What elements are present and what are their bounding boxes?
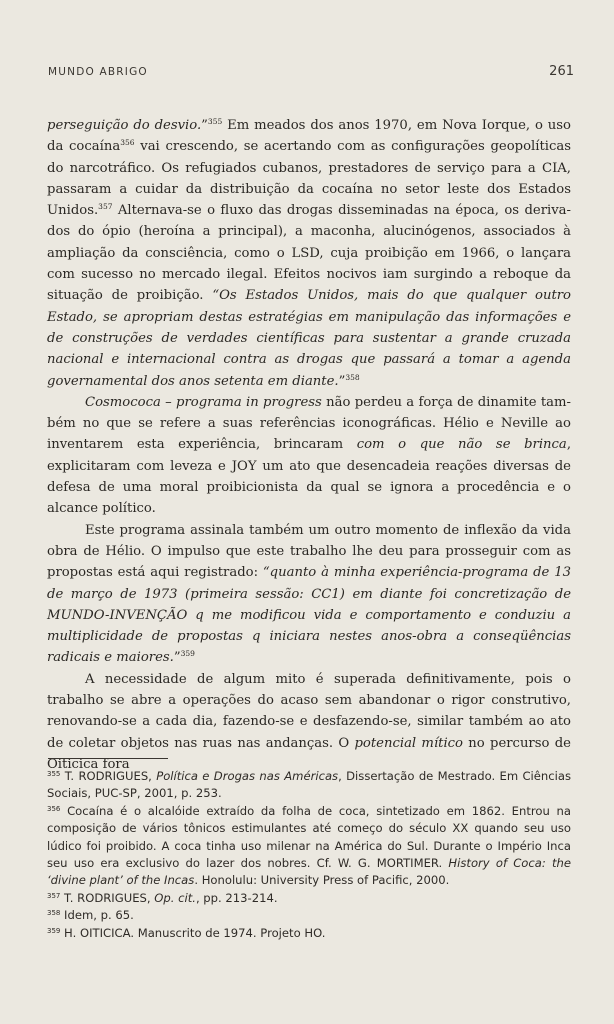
text-run: Este programa assinala também um outro momento de inflexão da vida obra de Hélio. O impulso que este trabalho lhe deu para prosseguir com as propostas está aqui registrado:	[47, 522, 571, 581]
footnote-text: Cocaína é o alcalóide extraído da folha de coca, sintetizado em 1862. Entrou na composição de vários tônicos estimulantes até começo do século XX quando seu uso lúdico foi proibido. A coca tinha uso milenar na América do Sul. Durante o Império Inca seu uso era exclusivo do lazer dos nobres. Cf. W. G. MORTIMER.	[47, 803, 571, 871]
italic-phrase: potencial mítico	[354, 735, 463, 751]
text-run: , explicitaram com leveza e JOY um ato que desencadeia reações diversas de defesa de uma moral proibicionista da qual se ignora a procedência e o alcance político.	[47, 437, 572, 517]
body-text	[47, 115, 571, 775]
footnote-ref: 356	[120, 138, 135, 148]
page-number: 261	[549, 64, 574, 79]
footnote-ref: 358	[345, 372, 360, 382]
paragraph	[47, 115, 571, 392]
running-head: MUNDO ABRIGO	[48, 66, 148, 78]
footnote-text: Idem, p. 65.	[60, 908, 134, 923]
text-run: ”	[338, 373, 346, 389]
footnote-number: 356	[47, 804, 61, 813]
footnote-text: T. RODRIGUES,	[60, 890, 155, 905]
paragraph	[47, 520, 571, 669]
italic-quote: “Os Estados Unidos, mais do que qualquer outro Estado, se apropriam destas estratégias em manipulação das informações e de construções de verdades científicas para sustentar a grande cruzada nacional e internacional contra as drogas que passará a tomar a agenda governamental dos anos setenta em diante.	[47, 288, 571, 389]
text-run: no percurso de Oiticica fora	[47, 735, 571, 772]
page-header	[48, 64, 574, 79]
footnote	[47, 768, 571, 803]
text-run: A necessidade de algum mito é superada definitivamente, pois o trabalho se abre a operações do acaso sem abandonar o rigor construtivo, renovando-se a cada dia, fazendo-se e desfazendo-se, similar também ao ato de coletar objetos nas ruas nas andanças. O	[47, 671, 571, 751]
text-run: vai crescendo, se acertando com as configurações geopolíticas do narcotráfico. Os refugiados cubanos, prestadores de serviço para a CIA, passaram a cuidar da distribuição da cocaína no setor leste dos Estados Unidos.	[47, 139, 571, 219]
footnote	[47, 907, 571, 924]
footnote-number: 357	[47, 891, 61, 900]
text-run: não perdeu a força de dinamite também no que se refere a suas referências iconográficas. Hélio e Neville ao inventarem esta experiência, brincaram	[47, 394, 571, 453]
footnote	[47, 925, 571, 942]
footnote-text: , Dissertação de Mestrado. Em Ciências Sociais, PUC-SP, 2001, p. 253.	[47, 769, 572, 801]
footnote-number: 355	[47, 770, 61, 778]
text-run: ”	[201, 118, 208, 133]
footnotes	[47, 768, 571, 942]
footnote-ref: 357	[98, 202, 113, 212]
footnote-text: T. RODRIGUES,	[60, 769, 157, 783]
footnote-text: . Honolulu: University Press of Pacific, 2000.	[194, 873, 450, 888]
paragraph	[47, 392, 571, 520]
text-run: Alternava-se o fluxo das drogas disseminadas na época, os derivados do ópio (heroína a principal), a maconha, alucinógenos, associados à ampliação da consciência, como o LSD, cuja proibição em 1966, o lançara com sucesso no mercado ilegal. Efeitos nocivos iam surgindo a reboque da situação de proibição.	[47, 203, 571, 304]
italic-phrase: com o que não se brinca	[356, 437, 567, 453]
footnote	[47, 890, 571, 907]
footnote-divider	[48, 758, 168, 759]
footnote-title: Política e Drogas nas Américas	[156, 769, 339, 783]
italic-phrase: perseguição do desvio.	[47, 118, 202, 133]
italic-title: Cosmococa – programa in progress	[85, 394, 322, 410]
footnote-title: History of Coca: the ‘divine plant’ of the Incas	[47, 856, 572, 888]
text-run: ”	[173, 650, 181, 666]
footnote-ref: 355	[207, 117, 223, 126]
footnote-text: , pp. 213-214.	[195, 890, 278, 905]
footnote-text: H. OITICICA. Manuscrito de 1974. Projeto HO.	[60, 925, 326, 940]
italic-quote: “quanto à minha experiência-programa de 13 de março de 1973 (primeira sessão: CC1) em diante foi concretização de MUNDO-INVENÇÃO q me modificou vida e comportamento e conduziu a multiplicidade de propostas q iniciara nestes anos-obra a conseqüências radicais e maiores.	[47, 565, 571, 666]
footnote-title: Op. cit.	[154, 890, 196, 905]
paragraph	[47, 669, 571, 775]
footnote	[47, 803, 571, 890]
text-run: Em meados dos anos 1970, em Nova Iorque, o uso da cocaína	[47, 118, 571, 155]
footnote-number: 358	[47, 909, 61, 918]
footnote-number: 359	[47, 926, 61, 935]
footnote-ref: 359	[180, 649, 195, 659]
